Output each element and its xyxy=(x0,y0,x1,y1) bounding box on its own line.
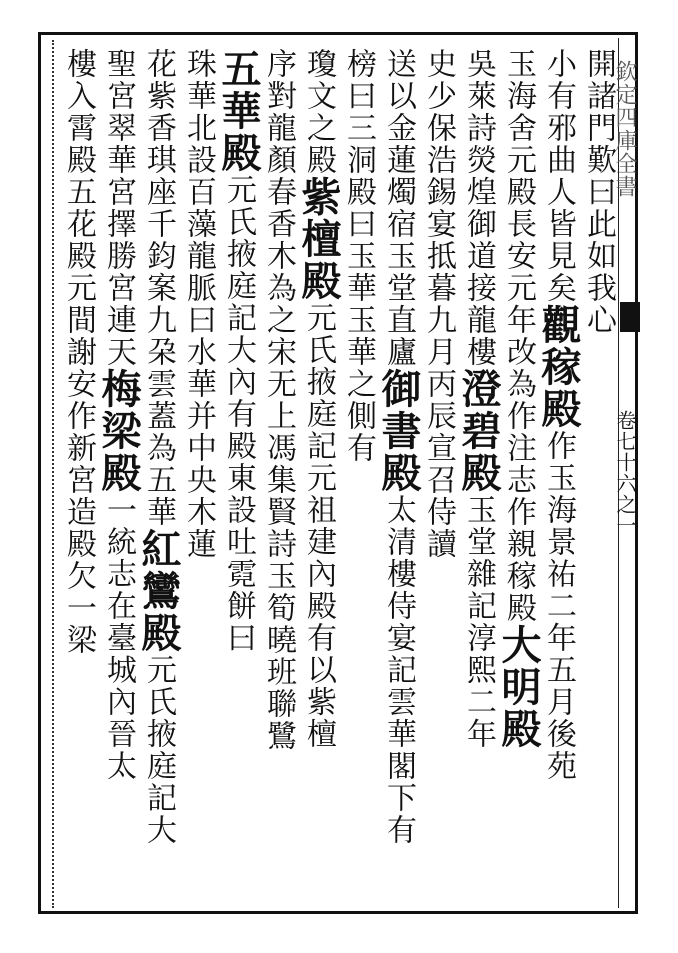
note-text: 元氏掖庭記大內有 xyxy=(221,174,256,430)
note-text: 在臺城內晉太 xyxy=(101,590,136,782)
text-column-13 xyxy=(95,48,142,908)
heading-guan-jia: 觀稼殿 xyxy=(535,304,582,430)
column-text: 吳萊詩熒煌 xyxy=(461,48,496,208)
heading-hong-luan: 紅鸞殿 xyxy=(135,528,182,654)
heading-yu-shu: 御書殿 xyxy=(375,368,422,494)
spine-fishtail-mark xyxy=(620,302,640,332)
text-column-10 xyxy=(215,48,262,908)
note-text: 榜曰三洞 xyxy=(341,48,376,176)
heading-zi-tan: 紫檀殿 xyxy=(295,176,342,302)
text-column-8 xyxy=(295,48,342,908)
note-text: 元氏掖庭記元祖建內殿有 xyxy=(301,302,336,654)
text-column-2 xyxy=(535,48,582,908)
column-text: 珠華北設百藻龍脈曰水華并中央木蓮 xyxy=(181,48,216,560)
text-column-5 xyxy=(418,48,458,908)
heading-mei-liang: 梅梁殿 xyxy=(95,368,142,494)
note-text: 玉堂雜記淳熙二年 xyxy=(461,494,496,750)
note-text: 太清樓侍宴記雲華閣下有 xyxy=(381,494,416,846)
heading-wu-hua: 五華殿 xyxy=(215,48,262,174)
column-text: 瓊文之殿 xyxy=(301,48,336,176)
note-text: 香木為之宋无上馮集賢詩玉筍曉班聯鷺 xyxy=(261,208,296,752)
column-text: 送以金蓮燭宿玉堂直廬 xyxy=(381,48,416,368)
note-text: 以紫檀 xyxy=(301,654,336,750)
heading-cheng-bi: 澄碧殿 xyxy=(455,368,502,494)
column-text: 花紫香琪座千鈞案九朶雲蓋為五華 xyxy=(141,48,176,528)
note-text: 九月丙辰宣召侍讀 xyxy=(421,304,456,560)
note-text: 作注志作親稼殿 xyxy=(501,400,536,624)
note-text: 御道接龍樓 xyxy=(461,208,496,368)
margin-rule xyxy=(52,40,54,908)
text-column-4 xyxy=(455,48,502,908)
note-text: 殿曰玉華玉華之側有 xyxy=(341,176,376,464)
text-column-7 xyxy=(338,48,378,908)
column-text: 序對龍顏 xyxy=(261,48,296,176)
column-text: 樓入霄殿五花殿 xyxy=(61,48,96,272)
note-text: 抵暮 xyxy=(421,240,456,304)
column-text: 小有邪曲人皆見矣 xyxy=(541,48,576,304)
text-column-3 xyxy=(495,48,542,908)
heading-da-ming: 大明殿 xyxy=(495,624,542,750)
text-column-6 xyxy=(375,48,422,908)
note-text: 元間謝安作新宮造殿欠一梁 xyxy=(61,272,96,656)
text-column-14 xyxy=(58,48,98,908)
text-column-12 xyxy=(135,48,182,908)
text-column-11 xyxy=(178,48,218,908)
note-text: 殿東設吐霓餅曰 xyxy=(221,430,256,654)
column-text: 史少保浩錫宴 xyxy=(421,48,456,240)
column-text: 開諸門歎曰此如我心 xyxy=(581,48,616,336)
note-text: 春 xyxy=(261,176,296,208)
text-column-9 xyxy=(258,48,298,908)
column-text: 聖宮翠華宮擇勝宮連天 xyxy=(101,48,136,368)
note-text: 一統志 xyxy=(101,494,136,590)
text-column-1 xyxy=(578,48,618,908)
note-text: 作玉海景祐二年五月後苑 xyxy=(541,430,576,782)
text-columns xyxy=(58,48,618,908)
spine-title: 欽定四庫全書 xyxy=(612,60,637,198)
note-text: 元氏掖庭記大 xyxy=(141,654,176,846)
spine-volume-label: 卷七十六之一 xyxy=(613,410,637,536)
column-text: 玉海舍元殿長安元年改為 xyxy=(501,48,536,400)
